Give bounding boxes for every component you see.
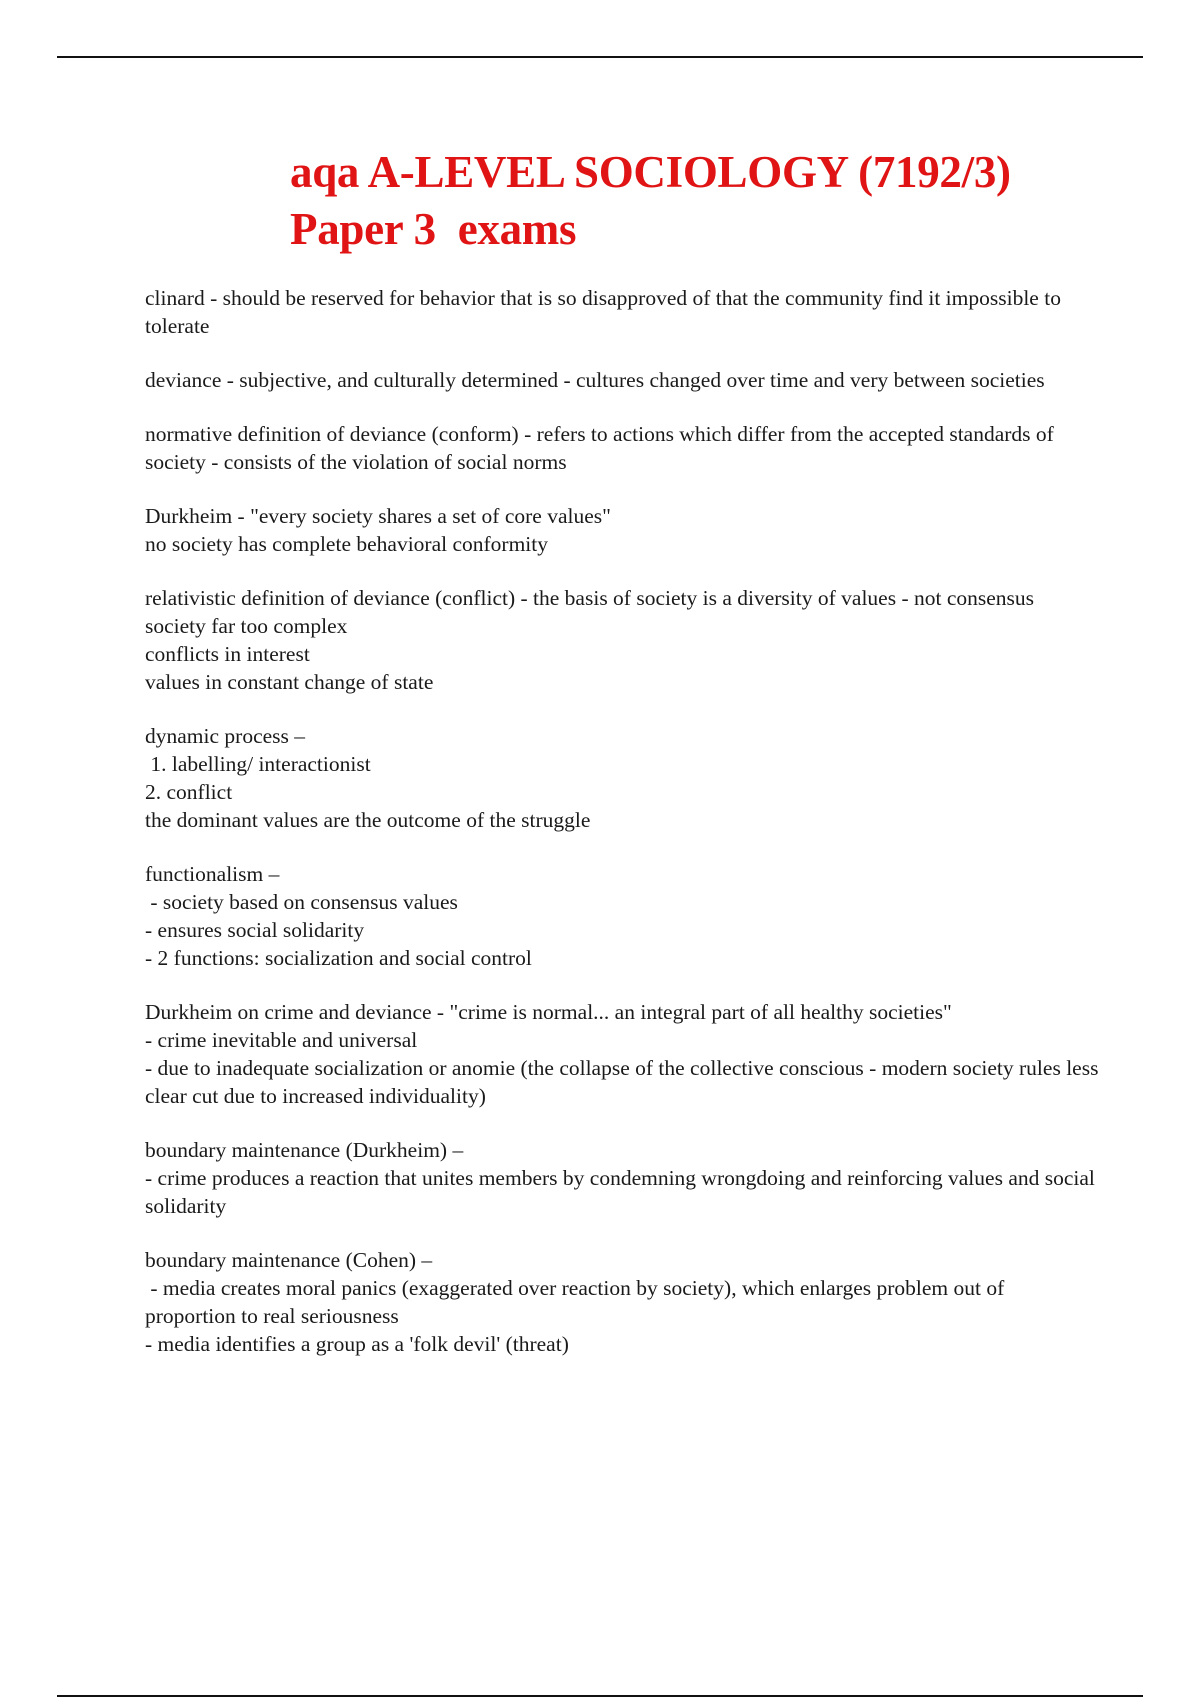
entry-line: Durkheim on crime and deviance - "crime is normal... an integral part of all healthy societies" (145, 1000, 952, 1024)
entry-normative-definition (145, 420, 1100, 476)
entry-line: no society has complete behavioral conformity (145, 532, 548, 556)
title-line-2: Paper 3 exams (290, 204, 577, 254)
entry-relativistic-definition (145, 584, 1100, 696)
entry-line: values in constant change of state (145, 670, 434, 694)
entry-line: - ensures social solidarity (145, 918, 365, 942)
bottom-rule (57, 1695, 1143, 1697)
entry-line: society far too complex (145, 614, 348, 638)
entry-boundary-durkheim (145, 1136, 1100, 1220)
entry-dynamic-process (145, 722, 1100, 834)
entry-line: - due to inadequate socialization or anomie (the collapse of the collective conscious - modern society rules less clear cut due to increased individuality) (145, 1056, 1104, 1108)
entry-line: boundary maintenance (Durkheim) – (145, 1138, 464, 1162)
entry-line: - 2 functions: socialization and social control (145, 946, 532, 970)
entry-line: - media creates moral panics (exaggerated over reaction by society), which enlarges problem out of proportion to real seriousness (145, 1276, 1010, 1328)
entry-line: dynamic process – (145, 724, 306, 748)
entry-line: 2. conflict (145, 780, 233, 804)
document-body (145, 284, 1104, 1384)
entry-line: deviance - subjective, and culturally determined - cultures changed over time and very between societies (145, 368, 1045, 392)
entry-line: conflicts in interest (145, 642, 310, 666)
entry-line: relativistic definition of deviance (conflict) - the basis of society is a diversity of values - not consensus (145, 586, 1035, 610)
entry-clinard (145, 284, 1100, 340)
entry-line: - society based on consensus values (145, 890, 458, 914)
page-title (290, 144, 1150, 258)
title-line-1: aqa A-LEVEL SOCIOLOGY (7192/3) (290, 147, 1011, 197)
entry-line: the dominant values are the outcome of the struggle (145, 808, 591, 832)
entry-line: normative definition of deviance (conform) - refers to actions which differ from the accepted standards of society - consists of the violation of social norms (145, 422, 1060, 474)
entry-line: 1. labelling/ interactionist (145, 752, 371, 776)
entry-line: boundary maintenance (Cohen) – (145, 1248, 433, 1272)
entry-durkheim-crime (145, 998, 1104, 1110)
entry-boundary-cohen (145, 1246, 1100, 1358)
entry-line: - media identifies a group as a 'folk devil' (threat) (145, 1332, 569, 1356)
entry-line: clinard - should be reserved for behavior that is so disapproved of that the community find it impossible to tolerate (145, 286, 1067, 338)
entry-deviance (145, 366, 1100, 394)
entry-durkheim-core-values (145, 502, 1100, 558)
entry-line: - crime inevitable and universal (145, 1028, 418, 1052)
entry-line: functionalism – (145, 862, 280, 886)
top-rule (57, 56, 1143, 58)
entry-line: - crime produces a reaction that unites members by condemning wrongdoing and reinforcing values and social solidarity (145, 1166, 1101, 1218)
entry-line: Durkheim - "every society shares a set of core values" (145, 504, 611, 528)
entry-functionalism (145, 860, 1100, 972)
